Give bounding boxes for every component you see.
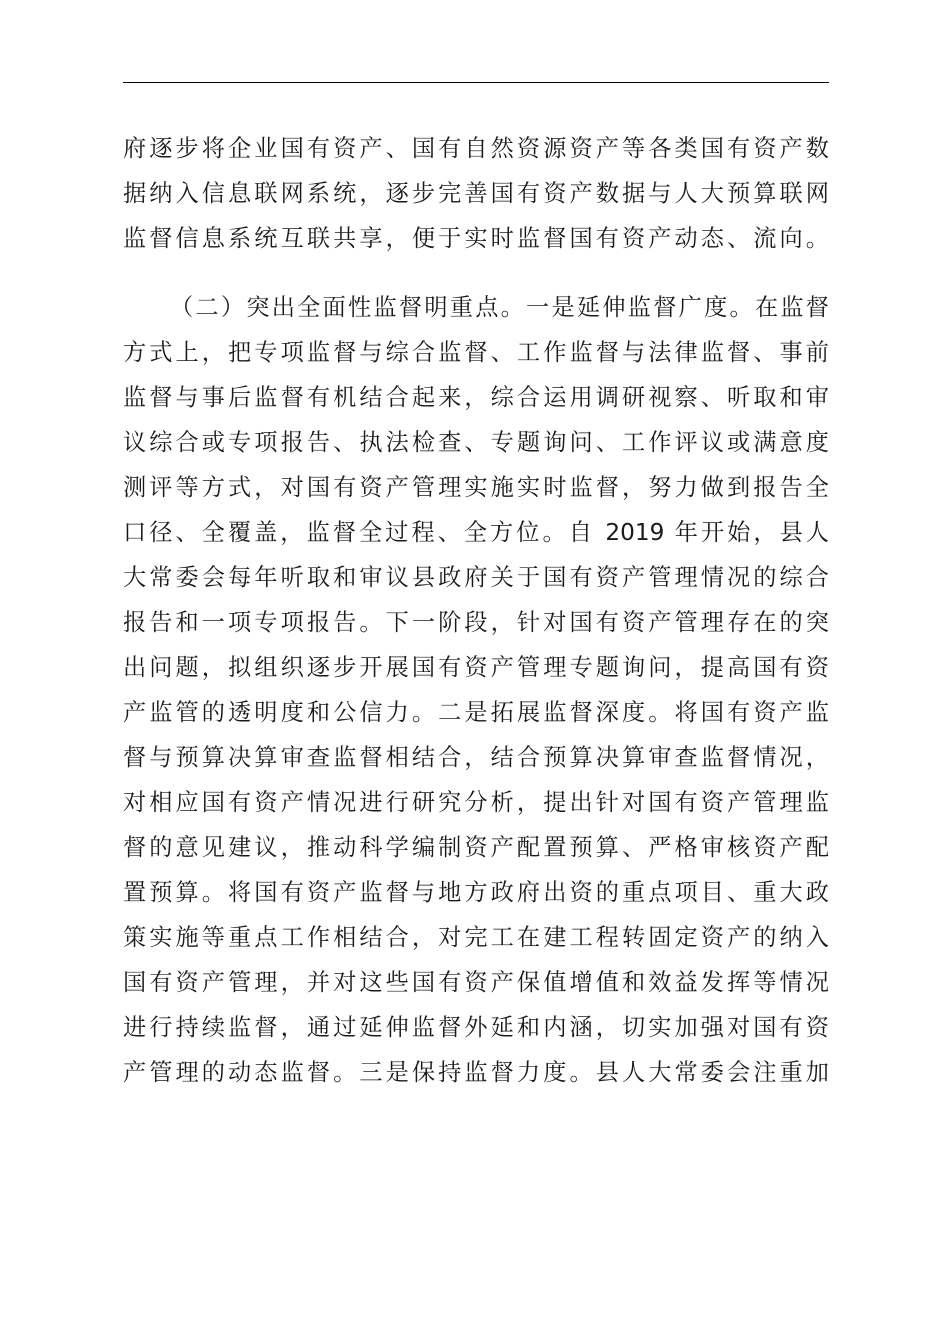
text-line: 议综合或专项报告、执法检查、专题询问、工作评议或满意度 bbox=[123, 429, 829, 456]
text-line: 监督信息系统互联共享，便于实时监督国有资产动态、流向。 bbox=[123, 225, 829, 252]
text-line: 督与预算决算审查监督相结合，结合预算决算审查监督情况， bbox=[123, 744, 829, 771]
text-line: 监督与事后监督有机结合起来，综合运用调研视察、听取和审 bbox=[123, 384, 829, 411]
text-line: 国有资产管理，并对这些国有资产保值增值和效益发挥等情况 bbox=[123, 969, 829, 996]
text-line: 测评等方式，对国有资产管理实施实时监督，努力做到报告全 bbox=[123, 474, 829, 501]
text-line: 出问题，拟组织逐步开展国有资产管理专题询问，提高国有资 bbox=[123, 654, 829, 681]
text-line: 进行持续监督，通过延伸监督外延和内涵，切实加强对国有资 bbox=[123, 1014, 829, 1041]
document-body bbox=[123, 126, 829, 1095]
text-line: 对相应国有资产情况进行研究分析，提出针对国有资产管理监 bbox=[123, 789, 829, 816]
text-line: 报告和一项专项报告。下一阶段，针对国有资产管理存在的突 bbox=[123, 609, 829, 636]
text-line: 督的意见建议，推动科学编制资产配置预算、严格审核资产配 bbox=[123, 834, 829, 861]
header-rule bbox=[123, 82, 829, 83]
text-line: 方式上，把专项监督与综合监督、工作监督与法律监督、事前 bbox=[123, 339, 829, 366]
text-line: 据纳入信息联网系统，逐步完善国有资产数据与人大预算联网 bbox=[123, 180, 829, 207]
text-line: 大常委会每年听取和审议县政府关于国有资产管理情况的综合 bbox=[123, 564, 829, 591]
text-line: 产监管的透明度和公信力。二是拓展监督深度。将国有资产监 bbox=[123, 699, 829, 726]
text-line: 置预算。将国有资产监督与地方政府出资的重点项目、重大政 bbox=[123, 879, 829, 906]
paragraph-2 bbox=[123, 285, 829, 1095]
text-line: 口径、全覆盖，监督全过程、全方位。自 2019 年开始，县人 bbox=[123, 519, 829, 546]
text-line: 策实施等重点工作相结合，对完工在建工程转固定资产的纳入 bbox=[123, 924, 829, 951]
text-line: 产管理的动态监督。三是保持监督力度。县人大常委会注重加 bbox=[123, 1059, 829, 1086]
paragraph-1 bbox=[123, 126, 829, 261]
text-line: （二）突出全面性监督明重点。一是延伸监督广度。在监督 bbox=[170, 294, 829, 321]
text-line: 府逐步将企业国有资产、国有自然资源资产等各类国有资产数 bbox=[123, 135, 829, 162]
